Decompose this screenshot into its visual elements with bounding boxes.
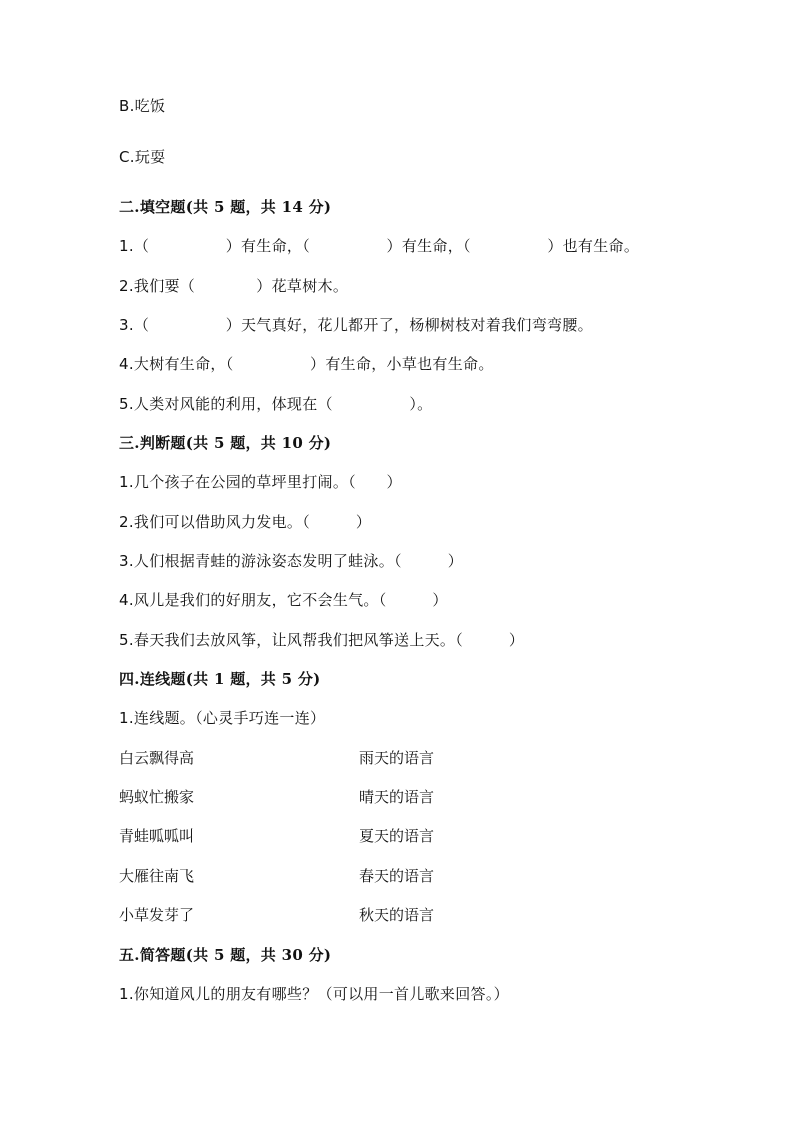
section-heading-short-answer: 五.简答题(共 5 题，共 30 分): [119, 946, 332, 964]
match-right-item-3: 夏天的语言: [359, 827, 435, 845]
matching-question: 1.连线题。（心灵手巧连一连）: [119, 709, 326, 727]
option-b: B.吃饭: [119, 97, 166, 115]
match-right-item-4: 春天的语言: [359, 867, 435, 885]
short-answer-question-1: 1.你知道风儿的朋友有哪些？（可以用一首儿歌来回答。）: [119, 985, 509, 1003]
fill-blank-question-2: 2.我们要（ ）花草树木。: [119, 277, 349, 295]
section-heading-true-false: 三.判断题(共 5 题，共 10 分): [119, 434, 332, 452]
true-false-question-4: 4.风儿是我们的好朋友，它不会生气。（ ）: [119, 591, 448, 609]
match-left-item-4: 大雁往南飞: [119, 867, 195, 885]
true-false-question-3: 3.人们根据青蛙的游泳姿态发明了蛙泳。（ ）: [119, 552, 464, 570]
fill-blank-question-1: 1.（ ）有生命，（ ）有生命，（ ）也有生命。: [119, 237, 640, 255]
section-heading-matching: 四.连线题(共 1 题，共 5 分): [119, 670, 321, 688]
match-left-item-1: 白云飘得高: [119, 749, 195, 767]
match-left-item-2: 蚂蚁忙搬家: [119, 788, 195, 806]
fill-blank-question-5: 5.人类对风能的利用，体现在（ ）。: [119, 395, 433, 413]
true-false-question-1: 1.几个孩子在公园的草坪里打闹。（ ）: [119, 473, 402, 491]
true-false-question-2: 2.我们可以借助风力发电。（ ）: [119, 513, 372, 531]
option-c: C.玩耍: [119, 148, 166, 166]
match-right-item-1: 雨天的语言: [359, 749, 435, 767]
match-left-item-3: 青蛙呱呱叫: [119, 827, 195, 845]
true-false-question-5: 5.春天我们去放风筝，让风帮我们把风筝送上天。（ ）: [119, 631, 525, 649]
match-right-item-5: 秋天的语言: [359, 906, 435, 924]
match-right-item-2: 晴天的语言: [359, 788, 435, 806]
fill-blank-question-4: 4.大树有生命，（ ）有生命，小草也有生命。: [119, 355, 494, 373]
fill-blank-question-3: 3.（ ）天气真好，花儿都开了，杨柳树枝对着我们弯弯腰。: [119, 316, 593, 334]
section-heading-fill-blank: 二.填空题(共 5 题，共 14 分): [119, 198, 332, 216]
match-left-item-5: 小草发芽了: [119, 906, 195, 924]
